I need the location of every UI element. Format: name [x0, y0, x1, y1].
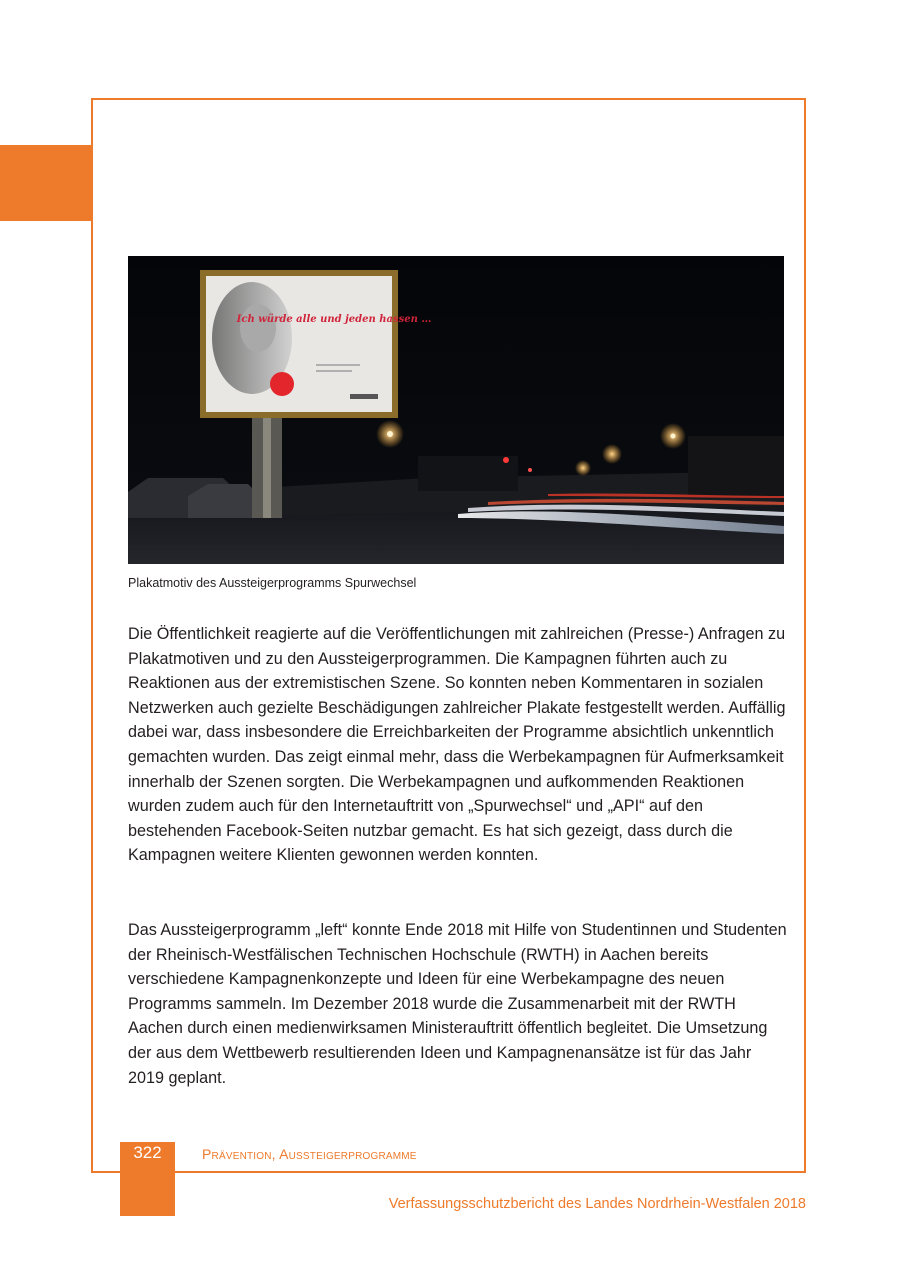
publication-title: Verfassungsschutzbericht des Landes Nordrhein-Westfalen 2018	[388, 1196, 806, 1212]
body-paragraph-2: Das Aussteigerprogramm „left“ konnte Ende 2018 mit Hilfe von Studentinnen und Studenten der Rheinisch-Westfälischen Technischen Hochschule (RWTH) in Aachen bereits verschiedene Kampagnenkonzepte und Ideen für eine Werbekampagne des neuen Programms sammeln. Im Dezember 2018 wurde die Zusammenarbeit mit der RWTH Aachen durch einen medienwirksamen Ministerauftritt öffentlich begleitet. Die Umsetzung der aus dem Wettbewerb resultierenden Ideen und Kampagnenansätze ist für das Jahr 2019 geplant.	[128, 921, 787, 1087]
side-tab-marker	[0, 145, 92, 221]
page-number: 322	[133, 1143, 162, 1162]
billboard-photo	[128, 256, 784, 564]
photo-caption: Plakatmotiv des Aussteigerprogramms Spurwechsel	[128, 576, 417, 590]
billboard-slogan: Ich würde alle und jeden hassen …	[236, 314, 432, 325]
section-title: Prävention, Aussteigerprogramme	[202, 1146, 417, 1162]
body-paragraph-1: Die Öffentlichkeit reagierte auf die Veröffentlichungen mit zahlreichen (Presse-) Anfragen zu Plakatmotiven und zu den Aussteigerprogrammen. Die Kampagnen führten auch zu Reaktionen aus der extremistischen Szene. So konnten neben Kommentaren in sozialen Netzwerken auch gezielte Beschädigungen zahlreicher Plakate festgestellt werden. Auffällig dabei war, dass insbesondere die Erreichbarkeiten der Programme absichtlich unkenntlich gemachten wurden. Das zeigt einmal mehr, dass die Werbekampagnen für Aufmerksamkeit innerhalb der Szenen sorgten. Die Werbekampagnen und aufkommenden Reaktionen wurden zudem auch für den Internetauftritt von „Spurwechsel“ und „API“ auf den bestehenden Facebook-Seiten nutzbar gemacht. Es hat sich gezeigt, dass durch die Kampagnen weitere Klienten gewonnen werden konnten.	[128, 625, 786, 865]
